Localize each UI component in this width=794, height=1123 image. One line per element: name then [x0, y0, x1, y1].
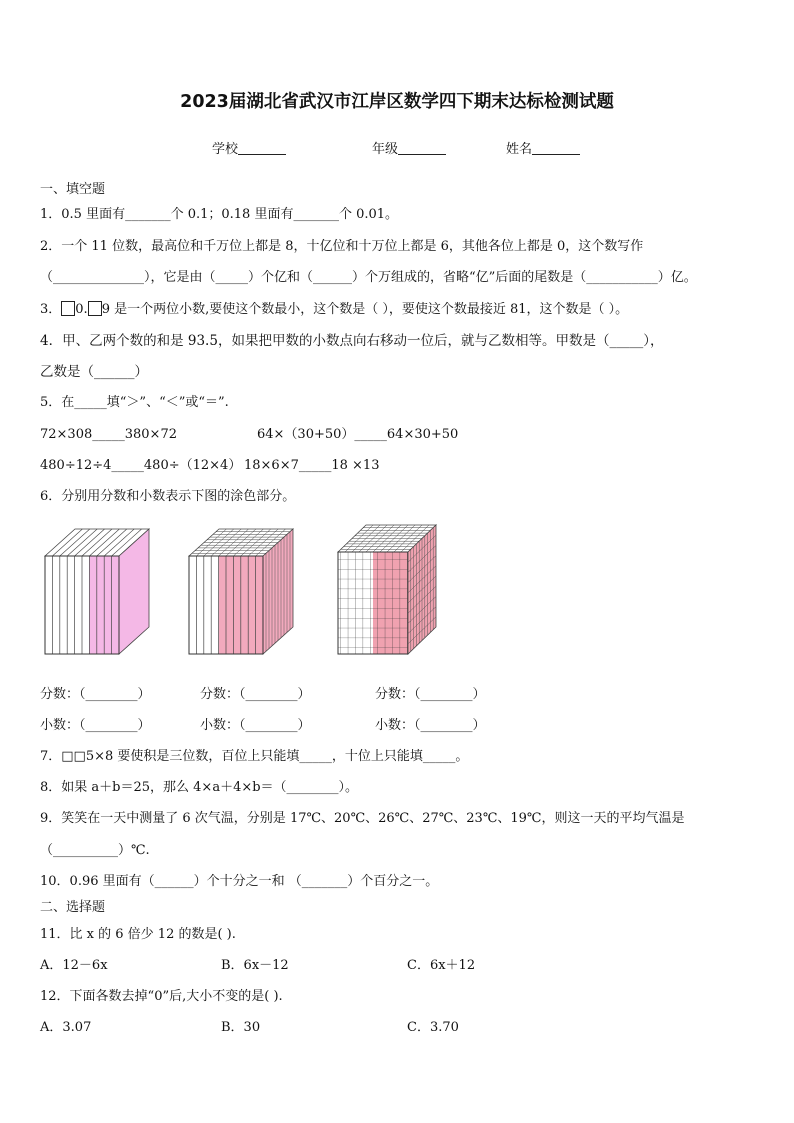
q12-option-b[interactable]: B．30: [221, 1020, 261, 1035]
q5-row1-right: 64×（30+50）_____64×30+50: [257, 427, 459, 442]
q5-row2-right: 18×6×7_____18 ×13: [244, 458, 380, 473]
q11-option-c[interactable]: C．6x＋12: [407, 958, 476, 973]
question-4-line-1: 4．甲、乙两个数的和是 93.5，如果把甲数的小数点向右移动一位后，就与乙数相等。甲数是（_____），: [40, 333, 664, 349]
question-9-line-2: （__________）℃.: [40, 843, 150, 858]
name-field: [506, 142, 580, 158]
q12-option-c[interactable]: C．3.70: [407, 1020, 459, 1035]
q12-option-a[interactable]: A．3.07: [40, 1020, 92, 1035]
section-fill-heading: 一、填空题: [40, 182, 106, 197]
q3-box-1[interactable]: [61, 301, 75, 316]
name-label: 姓名: [506, 142, 533, 157]
page-title: 2023届湖北省武汉市江岸区数学四下期末达标检测试题: [180, 92, 614, 112]
school-field: [212, 142, 286, 158]
fig3-fraction-answer: 分数：（________）: [375, 687, 486, 702]
question-1: 1．0.5 里面有_______个 0.1；0.18 里面有_______个 0.01。: [40, 207, 399, 222]
q3-number: 3．: [40, 302, 62, 317]
question-10: 10．0.96 里面有（______）个十分之一和 （_______）个百分之一。: [40, 874, 439, 889]
section-choice-heading: 二、选择题: [40, 900, 106, 915]
fig2-decimal-answer: 小数：（________）: [200, 718, 311, 733]
school-label: 学校: [212, 142, 239, 157]
fig1-fraction-answer: 分数：（________）: [40, 687, 151, 702]
fig3-decimal-answer: 小数：（________）: [375, 718, 486, 733]
q11-option-b[interactable]: B．6x－12: [221, 958, 289, 973]
question-11: 11．比 x 的 6 倍少 12 的数是( ).: [40, 927, 236, 942]
question-7: 7．□□5×8 要使积是三位数，百位上只能填_____，十位上只能填_____。: [40, 749, 469, 764]
q3-mid: 0.: [75, 302, 88, 317]
q3-box-2[interactable]: [88, 301, 102, 316]
question-2-line-2: （______________），它是由（_____）个亿和（______）个万组成的，省略“亿”后面的尾数是（___________）亿。: [40, 270, 697, 285]
fig1-decimal-answer: 小数：（________）: [40, 718, 151, 733]
grade-blank[interactable]: [398, 142, 446, 155]
fig3-front-grid: [338, 552, 408, 654]
figure-tenths: [40, 524, 165, 659]
question-4-line-2: 乙数是（______）: [40, 364, 148, 380]
question-5: 5．在_____填“＞”、“＜”或“＝”.: [40, 395, 229, 410]
question-6: 6．分别用分数和小数表示下图的涂色部分。: [40, 489, 296, 504]
question-9-line-1: 9．笑笑在一天中测量了 6 次气温，分别是 17℃、20℃、26℃、27℃、23℃、19℃，则这一天的平均气温是: [40, 811, 685, 826]
question-2-line-1: 2．一个 11 位数，最高位和千万位上都是 8，十亿位和十万位上都是 6，其他各位上都是 0，这个数写作: [40, 239, 644, 254]
figure-thousandths-cube: [333, 520, 443, 660]
figure-hundredths-columns: [184, 524, 309, 659]
grade-label: 年级: [372, 142, 399, 157]
q11-option-a[interactable]: A．12－6x: [40, 958, 108, 973]
grade-field: [372, 142, 446, 158]
question-12: 12．下面各数去掉“0”后,大小不变的是( ).: [40, 989, 283, 1004]
q3-rest: 9 是一个两位小数,要使这个数最小，这个数是（ ），要使这个数最接近 81，这个数是（ ）。: [101, 302, 629, 317]
q5-row1-left: 72×308_____380×72: [40, 427, 177, 442]
question-3: [40, 301, 628, 318]
fig2-fraction-answer: 分数：（________）: [200, 687, 311, 702]
q5-row2-left: 480÷12÷4_____480÷（12×4）: [40, 458, 242, 473]
school-blank[interactable]: [238, 142, 286, 155]
name-blank[interactable]: [532, 142, 580, 155]
question-8: 8．如果 a＋b＝25，那么 4×a＋4×b＝（________）。: [40, 780, 359, 795]
